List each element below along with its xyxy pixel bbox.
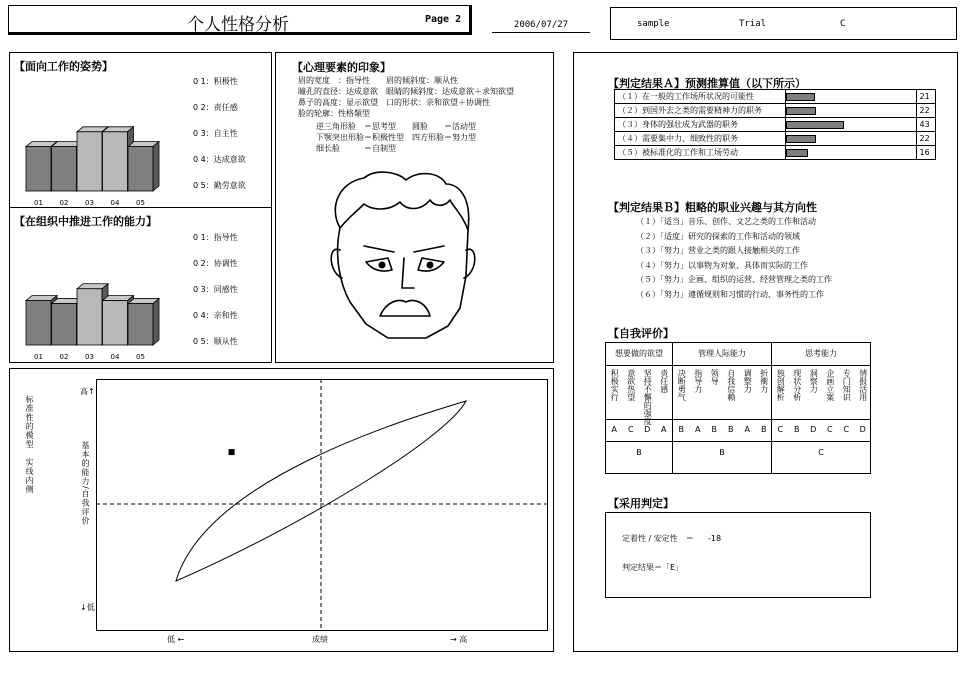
bar-x-label: 04 [110, 199, 120, 207]
self-eval-item-label: 情报活用 [858, 369, 868, 401]
self-eval-divider [606, 441, 672, 442]
result-a-label: （４）需要集中力、细致性的职务 [615, 132, 786, 146]
bar-side [153, 142, 159, 191]
self-eval-item-grade: B [728, 425, 734, 434]
bar [26, 147, 51, 191]
bar [103, 301, 128, 345]
result-a-bar-cell [786, 132, 916, 146]
stability-value: -18 [708, 534, 722, 543]
bar-x-label: 03 [85, 353, 94, 361]
impression-line: 脸的轮廓：性格類型 [298, 109, 370, 118]
self-eval-item-grade: A [695, 425, 701, 434]
work-attitude-item: 0 2：责任感 [193, 103, 238, 112]
mouth [380, 301, 430, 316]
work-attitude-chart [22, 111, 182, 207]
result-a-bar-cell [786, 118, 916, 132]
face-shape-line: 下颚突出形脸＝积极性型 四方形脸＝努力型 [316, 133, 476, 142]
adoption-result: 判定结果＝「E」 [622, 563, 684, 572]
self-eval-item-label: 积极实行 [610, 369, 620, 401]
work-attitude-item: 0 4：达成意欲 [193, 155, 246, 164]
result-a-row [615, 132, 936, 146]
bar [77, 289, 102, 345]
result-a-bar [786, 121, 844, 129]
results-panel [573, 52, 958, 652]
org-ability-item: 0 3：同感性 [193, 285, 238, 294]
nose [402, 258, 414, 288]
result-a-label: （５）被标准化的工作和工场劳动 [615, 146, 786, 160]
result-a-row [615, 146, 936, 160]
self-eval-group-overall: B [636, 448, 642, 457]
self-eval-group-name: 管理人际能力 [673, 343, 771, 366]
result-a-bar [786, 107, 816, 115]
bar-x-label: 05 [136, 353, 145, 361]
result-a-table [614, 89, 936, 160]
self-eval-item-grade: D [644, 425, 651, 434]
quadrant-panel [9, 368, 554, 652]
bar-side [153, 299, 159, 345]
impression-line: 鼻子的高度：显示欲望 口的形状：亲和欲望＋协调性 [298, 98, 490, 107]
self-eval-item-label: 坚持不懈的强度 [643, 369, 653, 425]
self-eval-title: 【自我评价】 [608, 327, 674, 340]
self-eval-divider [772, 419, 870, 420]
face-illustration [326, 166, 486, 346]
bar-x-label: 03 [85, 199, 94, 207]
self-eval-item-label: 独创解析 [776, 369, 786, 401]
self-eval-item-label: 洞察力 [809, 369, 819, 393]
panel-divider [10, 207, 271, 208]
work-attitude-item: 0 1：积极性 [193, 77, 238, 86]
work-attitude-list [193, 77, 246, 207]
self-eval-divider [673, 441, 771, 442]
work-attitude-item: 0 3：自主性 [193, 129, 238, 138]
result-a-value: 43 [916, 118, 936, 132]
bar [77, 132, 102, 191]
self-eval-item-label: 领导 [710, 369, 720, 385]
candidate-type: Trial [739, 19, 767, 29]
report-date [492, 20, 590, 33]
org-ability-item: 0 2：协调性 [193, 259, 238, 268]
self-eval-item-grade: A [611, 425, 617, 434]
self-eval-table [605, 342, 871, 474]
result-b-item: （１）「适当」音乐、创作、文艺之类的工作和活动 [636, 217, 816, 226]
left-eyebrow [364, 246, 394, 252]
self-eval-divider [606, 419, 672, 420]
result-b-item: （５）「努力」企画、组织的运营、经营管理之类的工作 [636, 275, 832, 284]
work-attitude-item: 0 5：勤劳意欲 [193, 181, 246, 190]
face-shape-line: 细长脸 ＝自制型 [316, 144, 396, 153]
result-a-bar-cell [786, 104, 916, 118]
result-a-bar [786, 135, 816, 143]
self-eval-item-grade: D [859, 425, 866, 434]
self-eval-group [771, 343, 870, 473]
quadrant-frame [97, 380, 548, 631]
report-date-text: 2006/07/27 [513, 20, 569, 30]
impression-lines [298, 76, 514, 120]
bar-x-label: 04 [110, 353, 120, 361]
self-eval-group [606, 343, 672, 473]
quadrant-x-mid: 成绩 [312, 635, 328, 644]
self-eval-item-label: 调整力 [743, 369, 753, 393]
bar-x-label: 01 [34, 199, 43, 207]
result-b-item: （４）「努力」以事物为对象、具体而实际的工作 [636, 260, 808, 270]
self-eval-item-label: 决断勇气 [677, 369, 687, 401]
self-eval-item-grade: A [661, 425, 667, 434]
page-title: 个人性格分析 [187, 15, 289, 35]
right-pupil [427, 262, 434, 269]
left-pupil [379, 262, 386, 269]
self-eval-divider [772, 441, 870, 442]
adoption-box [605, 512, 871, 598]
bar-x-label: 01 [34, 353, 43, 361]
quadrant-y-bottom: ↓低 [80, 603, 95, 612]
stability-label: 定着性 / 安定性 ＝ [622, 534, 694, 543]
self-eval-item-label: 专门知识 [842, 369, 852, 401]
self-eval-group-name: 想要做的欲望 [606, 343, 672, 366]
self-eval-item-grade: C [777, 425, 784, 434]
bar [52, 304, 77, 345]
result-a-label: （３）身体的强壮成为武器的职务 [615, 118, 786, 132]
adoption-title: 【采用判定】 [608, 497, 674, 510]
self-eval-item-grade: B [794, 425, 800, 434]
result-a-row [615, 90, 936, 104]
result-a-value: 22 [916, 104, 936, 118]
self-eval-group-overall: C [818, 448, 824, 457]
self-eval-item-grade: B [678, 425, 684, 434]
face-shape-lines [316, 122, 476, 155]
self-eval-group-name: 思考能力 [772, 343, 870, 366]
face-shape-line: 逆三角形脸 ＝思考型 圆脸 ＝活动型 [316, 122, 476, 131]
bar [128, 304, 153, 345]
bar [128, 147, 153, 191]
result-b-list [636, 217, 832, 304]
impression-title: 【心理要素的印象】 [292, 61, 391, 74]
self-eval-item-grade: B [761, 425, 767, 434]
impression-line: 眉的宽度 ：指导性 眉的倾斜度：顺从性 [298, 76, 458, 85]
self-eval-item-grade: C [826, 425, 833, 434]
result-b-item: （３）「努力」营业之类的跟人接触相关的工作 [636, 246, 800, 255]
self-eval-item-grade: C [843, 425, 850, 434]
impression-line: 瞳孔的直径：达成意欲 眼睛的倾斜度：达成意欲＋求知欲望 [298, 87, 514, 96]
result-a-title: 【判定结果Ａ】预测推算值（以下所示） [608, 77, 806, 90]
result-a-value: 22 [916, 132, 936, 146]
candidate-info-box [610, 7, 957, 40]
org-ability-chart [22, 265, 182, 361]
bar [26, 301, 51, 345]
hair [335, 172, 468, 230]
bar [52, 147, 77, 191]
quadrant-y-top: 高↑ [80, 387, 95, 396]
result-a-bar-cell [786, 90, 916, 104]
self-eval-divider [673, 419, 771, 420]
result-b-title: 【判定结果Ｂ】粗略的职业兴趣与其方向性 [608, 201, 817, 214]
bar-x-label: 05 [136, 199, 145, 207]
quadrant-chart [96, 379, 548, 631]
quadrant-y-axis-label: 基本的能力/自我评价 [81, 441, 90, 526]
candidate-name: sample [637, 19, 670, 29]
result-a-bar [786, 93, 815, 101]
org-ability-item: 0 5：顺从性 [193, 337, 238, 346]
result-a-value: 16 [916, 146, 936, 160]
result-a-row [615, 118, 936, 132]
org-ability-list [193, 233, 238, 363]
candidate-marker [229, 449, 235, 455]
quadrant-x-left: 低 ← [167, 635, 185, 644]
self-eval-item-label: 折衝力 [759, 369, 769, 393]
org-ability-item: 0 1：指导性 [193, 233, 238, 242]
quadrant-x-right: → 高 [450, 635, 468, 644]
self-eval-group [672, 343, 771, 473]
self-eval-item-label: 指导力 [693, 369, 703, 393]
page-number: Page 2 [425, 14, 462, 25]
quadrant-side-note: 标准性的模型 实线内侧 [25, 395, 34, 494]
self-eval-item-grade: D [810, 425, 817, 434]
ability-panel [9, 52, 272, 363]
org-ability-title: 【在组织中推进工作的能力】 [14, 215, 157, 228]
result-a-bar-cell [786, 146, 916, 160]
bar-x-label: 02 [59, 353, 69, 361]
self-eval-item-label: 企画立案 [825, 369, 835, 401]
result-a-value: 21 [916, 90, 936, 104]
result-a-row [615, 104, 936, 118]
result-a-label: （２）到国外去之类的需要精神力的职务 [615, 104, 786, 118]
self-eval-item-label: 现状分析 [792, 369, 802, 401]
self-eval-item-label: 责任感 [659, 369, 669, 393]
self-eval-item-grade: A [744, 425, 750, 434]
org-ability-item: 0 4：亲和性 [193, 311, 238, 320]
result-a-label: （１）在一般的工作场所状况的可能性 [615, 90, 786, 104]
candidate-grade: C [840, 19, 846, 29]
self-eval-item-label: 意欲热望 [626, 369, 636, 401]
work-attitude-title: 【面向工作的姿势】 [14, 60, 113, 73]
self-eval-item-grade: B [711, 425, 717, 434]
self-eval-item-label: 自我信赖 [726, 369, 736, 401]
self-eval-item-grade: C [627, 425, 634, 434]
result-b-item: （２）「适度」研究的探索的工作和活动的领域 [636, 231, 800, 241]
title-box [8, 5, 472, 35]
result-b-item: （６）「努力」遵循规则和习惯的行动、事务性的工作 [636, 289, 824, 299]
bar [103, 132, 128, 191]
result-a-bar [786, 149, 808, 157]
bar-x-label: 02 [59, 199, 69, 207]
impression-panel [275, 52, 554, 363]
self-eval-group-overall: B [719, 448, 725, 457]
right-eyebrow [414, 246, 444, 252]
